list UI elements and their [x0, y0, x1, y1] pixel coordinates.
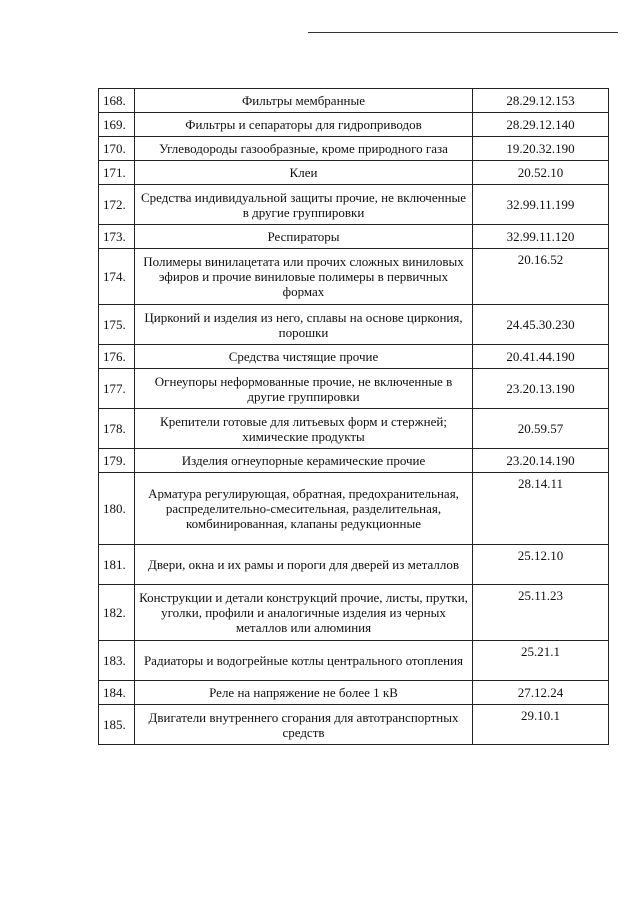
table-row [99, 161, 609, 185]
okpd-code: 32.99.11.120 [473, 225, 609, 249]
classification-table [98, 88, 609, 745]
product-name: Фильтры мембранные [135, 89, 473, 113]
row-number: 178. [99, 409, 135, 449]
okpd-code: 20.59.57 [473, 409, 609, 449]
row-number: 169. [99, 113, 135, 137]
okpd-code: 28.29.12.153 [473, 89, 609, 113]
product-name: Двигатели внутреннего сгорания для автотранспортных средств [135, 705, 473, 745]
okpd-code: 20.41.44.190 [473, 345, 609, 369]
okpd-code: 25.11.23 [473, 585, 609, 641]
table-row [99, 185, 609, 225]
table-row [99, 249, 609, 305]
row-number: 180. [99, 473, 135, 545]
row-number: 170. [99, 137, 135, 161]
table-body [99, 89, 609, 745]
row-number: 176. [99, 345, 135, 369]
okpd-code: 28.29.12.140 [473, 113, 609, 137]
row-number: 171. [99, 161, 135, 185]
row-number: 175. [99, 305, 135, 345]
okpd-code: 25.12.10 [473, 545, 609, 585]
product-name: Средства чистящие прочие [135, 345, 473, 369]
product-name: Фильтры и сепараторы для гидроприводов [135, 113, 473, 137]
table-row [99, 409, 609, 449]
row-number: 168. [99, 89, 135, 113]
row-number: 177. [99, 369, 135, 409]
table-row [99, 585, 609, 641]
okpd-code: 25.21.1 [473, 641, 609, 681]
table-row [99, 369, 609, 409]
product-name: Крепители готовые для литьевых форм и стержней; химические продукты [135, 409, 473, 449]
row-number: 181. [99, 545, 135, 585]
okpd-code: 19.20.32.190 [473, 137, 609, 161]
header-rule [308, 32, 618, 33]
row-number: 173. [99, 225, 135, 249]
row-number: 174. [99, 249, 135, 305]
product-name: Арматура регулирующая, обратная, предохранительная, распределительно-смесительная, разделительная, комбинированная, клапаны редукционные [135, 473, 473, 545]
row-number: 179. [99, 449, 135, 473]
table-row [99, 681, 609, 705]
table-row [99, 705, 609, 745]
table-row [99, 137, 609, 161]
okpd-code: 20.16.52 [473, 249, 609, 305]
product-name: Конструкции и детали конструкций прочие, листы, прутки, уголки, профили и аналогичные изделия из черных металлов или алюминия [135, 585, 473, 641]
product-name: Цирконий и изделия из него, сплавы на основе циркония, порошки [135, 305, 473, 345]
row-number: 183. [99, 641, 135, 681]
product-name: Полимеры винилацетата или прочих сложных виниловых эфиров и прочие виниловые полимеры в первичных формах [135, 249, 473, 305]
table-row [99, 449, 609, 473]
table-row [99, 225, 609, 249]
product-name: Радиаторы и водогрейные котлы центрального отопления [135, 641, 473, 681]
product-name: Двери, окна и их рамы и пороги для дверей из металлов [135, 545, 473, 585]
table-row [99, 641, 609, 681]
product-name: Клеи [135, 161, 473, 185]
okpd-code: 32.99.11.199 [473, 185, 609, 225]
okpd-code: 23.20.14.190 [473, 449, 609, 473]
okpd-code: 28.14.11 [473, 473, 609, 545]
table-row [99, 345, 609, 369]
row-number: 185. [99, 705, 135, 745]
okpd-code: 29.10.1 [473, 705, 609, 745]
row-number: 184. [99, 681, 135, 705]
okpd-code: 24.45.30.230 [473, 305, 609, 345]
product-name: Углеводороды газообразные, кроме природного газа [135, 137, 473, 161]
table-row [99, 113, 609, 137]
table-row [99, 89, 609, 113]
okpd-code: 27.12.24 [473, 681, 609, 705]
table-row [99, 545, 609, 585]
okpd-code: 23.20.13.190 [473, 369, 609, 409]
table-row [99, 305, 609, 345]
okpd-code: 20.52.10 [473, 161, 609, 185]
row-number: 172. [99, 185, 135, 225]
product-name: Реле на напряжение не более 1 кВ [135, 681, 473, 705]
row-number: 182. [99, 585, 135, 641]
product-name: Огнеупоры неформованные прочие, не включенные в другие группировки [135, 369, 473, 409]
table-row [99, 473, 609, 545]
product-name: Изделия огнеупорные керамические прочие [135, 449, 473, 473]
product-name: Средства индивидуальной защиты прочие, не включенные в другие группировки [135, 185, 473, 225]
product-name: Респираторы [135, 225, 473, 249]
